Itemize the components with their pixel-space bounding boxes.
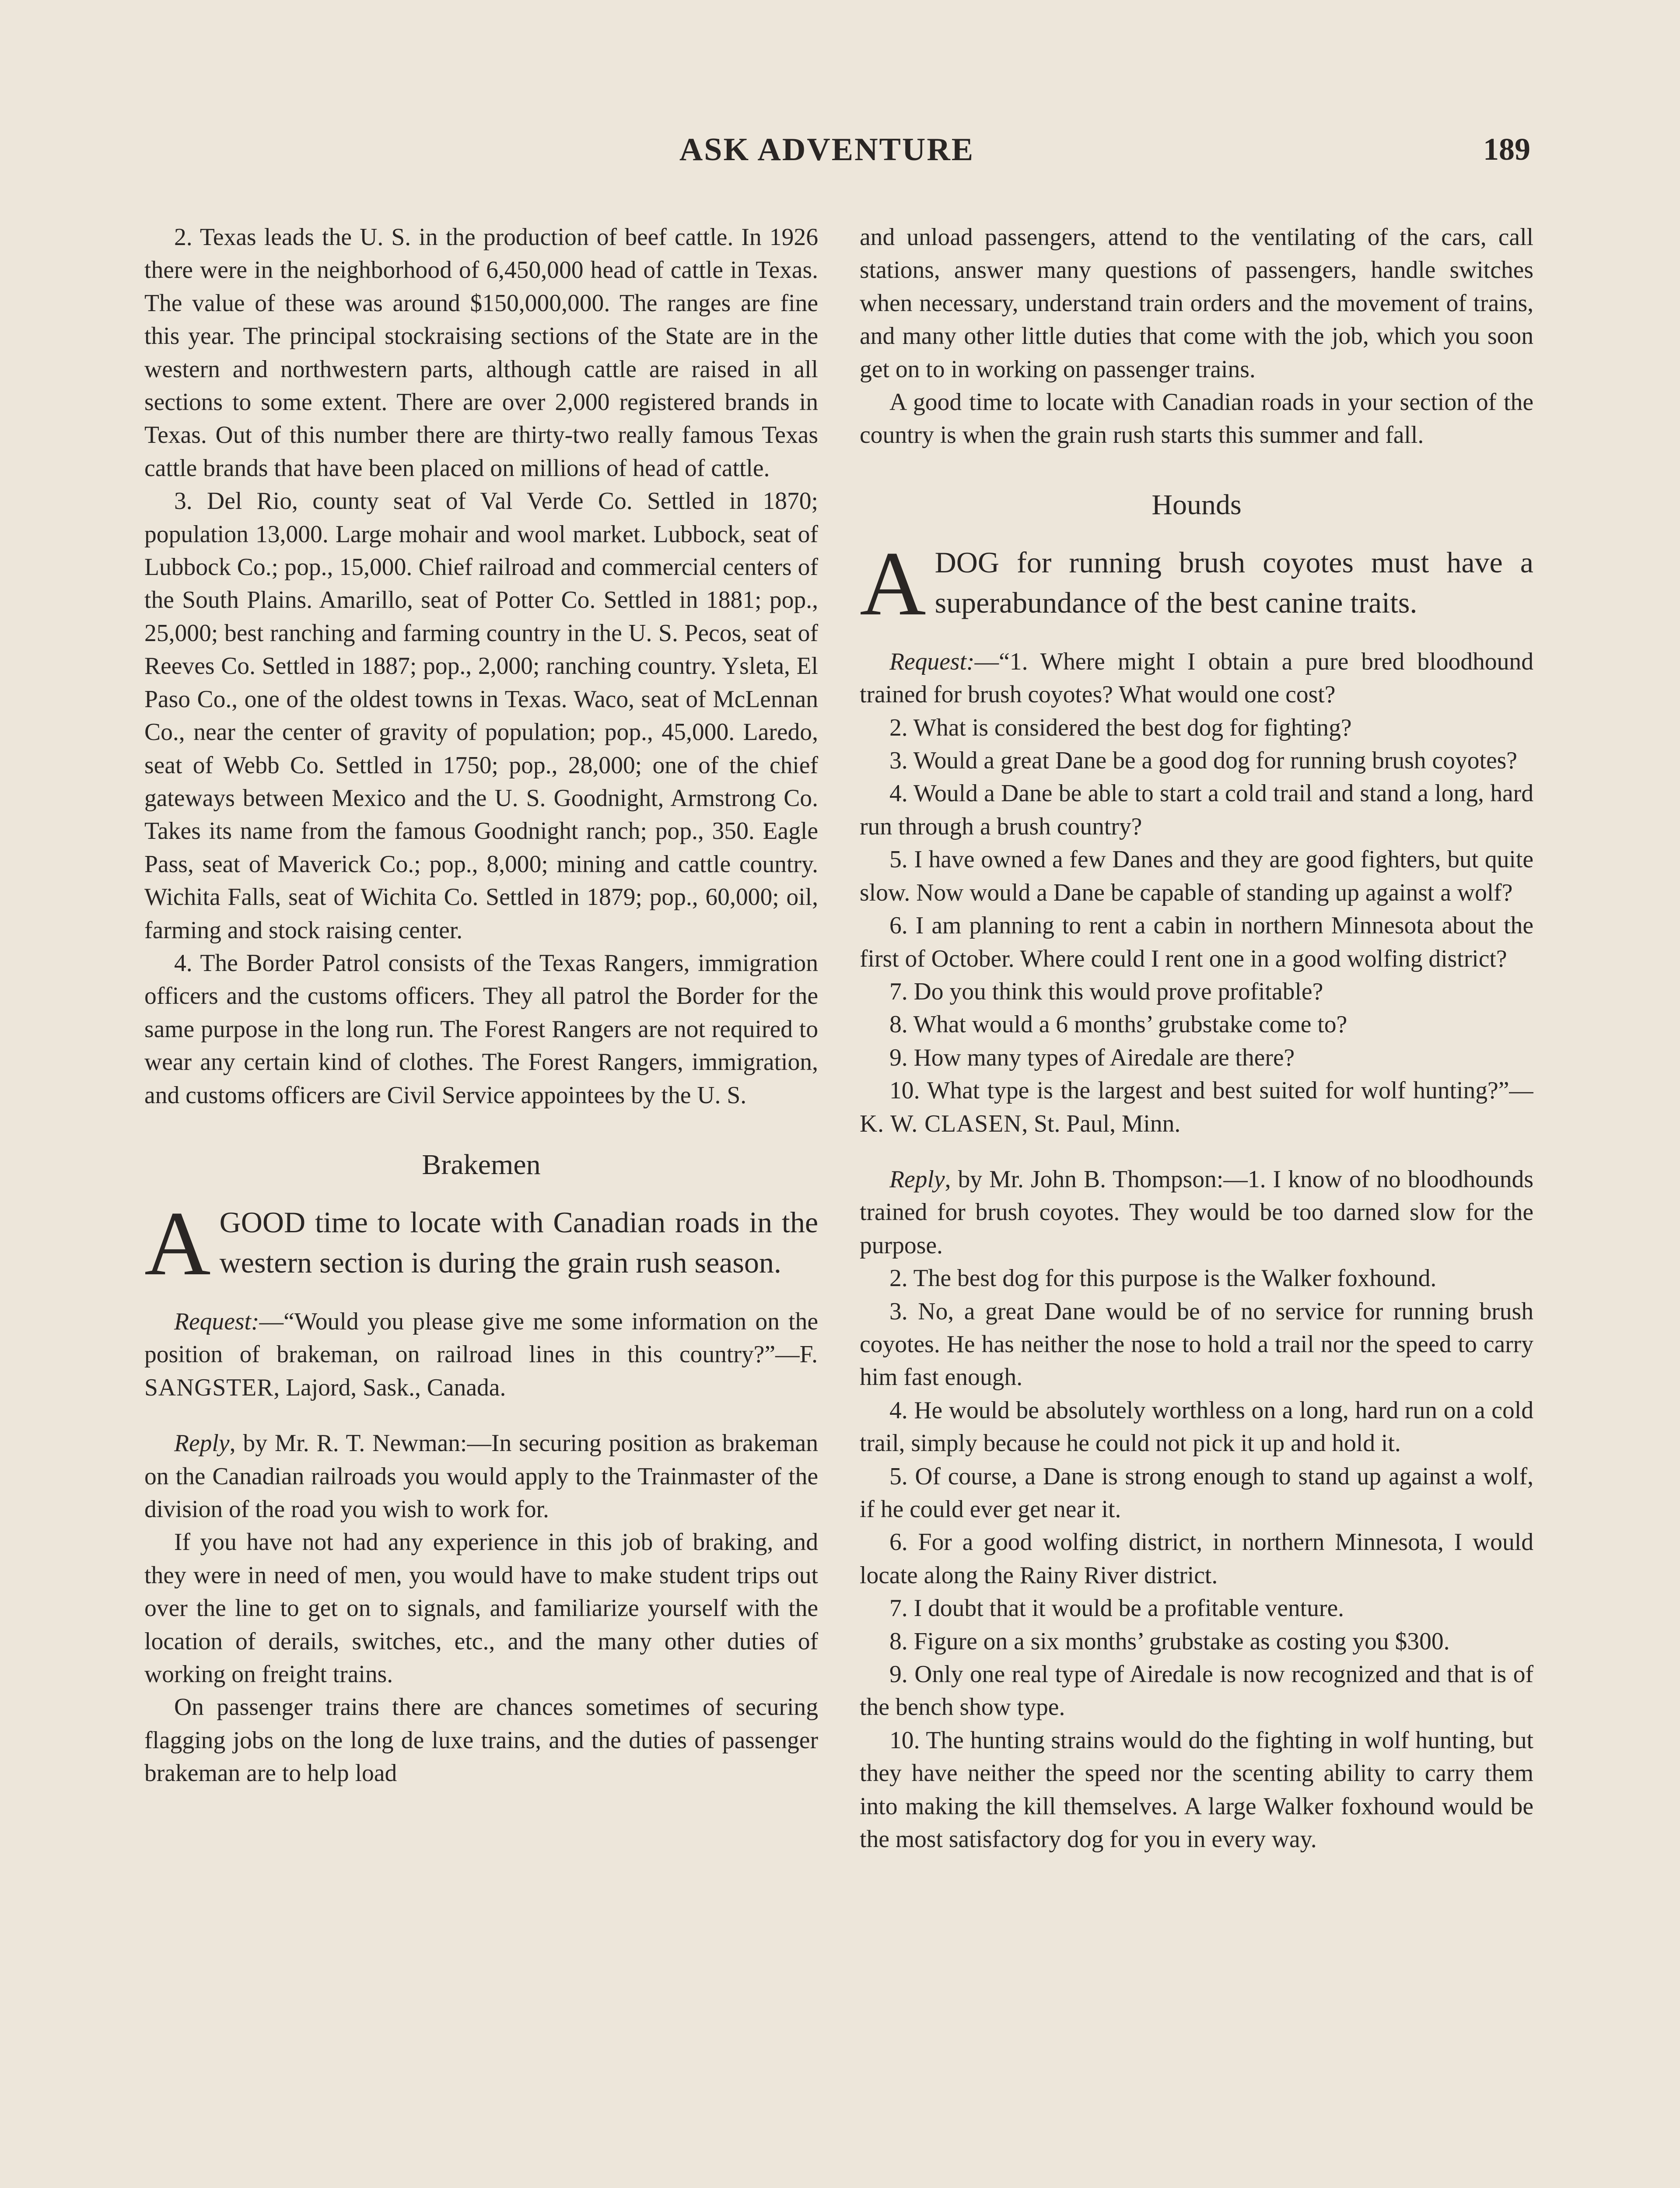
hounds-lead-text: DOG for running brush coyotes must have a superabundance of the best canine traits. [934, 545, 1533, 619]
request-question: 5. I have owned a few Danes and they are good fighters, but quite slow. Now would a Dane be capable of standing up against a wolf? [860, 846, 1533, 906]
request-question: 8. What would a 6 months’ grubstake come to? [889, 1011, 1348, 1038]
brakemen-dropcap: A [144, 1192, 211, 1294]
reply-answer: 10. The hunting strains would do the fighting in wolf hunting, but they have neither the speed nor the scenting ability to carry them into making the kill themselves. A large Walker foxhound would be the most satisfactory dog for you in every way. [860, 1726, 1533, 1853]
reply-answer: 7. I doubt that it would be a profitable venture. [889, 1595, 1344, 1622]
request-label: Request: [889, 648, 975, 675]
running-head [0, 131, 1680, 179]
request-question: 7. Do you think this would prove profitable? [889, 978, 1323, 1005]
hounds-heading: Hounds [1152, 488, 1242, 521]
reply-answer: 4. He would be absolutely worthless on a long, hard run on a cold trail, simply because he could not pick it up and hold it. [860, 1396, 1533, 1457]
reply-label: Reply [174, 1430, 230, 1457]
request-question-1: —“1. Where might I obtain a pure bred bloodhound trained for brush coyotes? What would one cost? [860, 648, 1533, 708]
request-location: , Lajord, Sask., Canada. [273, 1374, 506, 1401]
request-question: 2. What is considered the best dog for fighting? [889, 714, 1352, 741]
brakemen-paragraph: On passenger trains there are chances sometimes of securing flagging jobs on the long de luxe trains, and the duties of passenger brakeman are to help load [144, 1694, 818, 1787]
reply-answer: 2. The best dog for this purpose is the Walker foxhound. [889, 1265, 1437, 1292]
brakemen-lead [144, 1192, 818, 1294]
reply-label: Reply [889, 1165, 945, 1193]
reply-answer: 3. No, a great Dane would be of no service for running brush coyotes. He has neither the nose to hold a trail nor the speed to carry him fast enough. [860, 1297, 1533, 1391]
hounds-request [860, 645, 1533, 712]
texas-towns-paragraph: 3. Del Rio, county seat of Val Verde Co. Settled in 1870; population 13,000. Large mohair and wool market. Lubbock, seat of Lubbock Co.; pop., 15,000. Chief railroad and commercial centers of the South Plains. Amarillo, seat of Potter Co. Settled in 1881; pop., 25,000; best ranching and farming country in the U. S. Pecos, seat of Reeves Co. Settled in 1887; pop., 2,000; ranching country. Ysleta, El Paso Co., one of the oldest towns in Texas. Waco, seat of McLennan Co., near the center of gravity of population; pop., 45,000. Laredo, seat of Webb Co. Settled in 1750; pop., 28,000; one of the chief gateways between Mexico and the U. S. Goodnight, Armstrong Co. Takes its name from the famous Goodnight ranch; pop., 350. Eagle Pass, seat of Maverick Co.; pop., 8,000; mining and cattle country. Wichita Falls, seat of Wichita Co. Settled in 1879; pop., 60,000; oil, farming and stock raising center. [144, 487, 818, 944]
page-number: 189 [1483, 132, 1530, 167]
brakemen-lead-text: GOOD time to locate with Canadian roads in the western section is during the grain rush season. [219, 1205, 818, 1279]
brakemen-closing: A good time to locate with Canadian roads in your section of the country is when the grain rush starts this summer and fall. [860, 389, 1533, 449]
brakemen-continuation: and unload passengers, attend to the ventilating of the cars, call stations, answer many questions of passengers, handle switches when necessary, understand train orders and the movement of trains, and many other little duties that come with the job, which you soon get on to in working on passenger trains. [860, 224, 1533, 383]
request-question-last [860, 1074, 1533, 1140]
request-question: 6. I am planning to rent a cabin in northern Minnesota about the first of October. Where could I rent one in a good wolfing district? [860, 912, 1533, 972]
reply-answer-1: , by Mr. John B. Thompson:—1. I know of no bloodhounds trained for brush coyotes. They would be too darned slow for the purpose. [860, 1165, 1533, 1259]
hounds-reply [860, 1163, 1533, 1262]
request-question: 4. Would a Dane be able to start a cold trail and stand a long, hard run through a brush country? [860, 780, 1533, 840]
request-label: Request: [174, 1308, 259, 1335]
brakemen-paragraph: If you have not had any experience in this job of braking, and they were in need of men, you would have to make student trips out over the line to get on to signals, and familiarize yourself with the location of derails, switches, etc., and the many other duties of working on freight trains. [144, 1529, 818, 1688]
brakemen-request [144, 1305, 818, 1404]
left-column [144, 221, 818, 2188]
question-10: 10. What type is the largest and best suited for wolf hunting?”— [889, 1077, 1533, 1105]
reply-answer: 8. Figure on a six months’ grubstake as costing you $300. [889, 1627, 1450, 1655]
brakemen-reply [144, 1427, 818, 1526]
hounds-dropcap: A [860, 533, 926, 635]
texas-cattle-paragraph: 2. Texas leads the U. S. in the production of beef cattle. In 1926 there were in the neighborhood of 6,450,000 head of cattle in Texas. The value of these was around $150,000,000. The ranges are fine this year. The principal stockraising sections of the State are in the western and northwestern parts, although cattle are raised in all sections to some extent. There are over 2,000 registered brands in Texas. Out of this number there are thirty-two really famous Texas cattle brands that have been placed on millions of head of cattle. [144, 224, 818, 482]
reply-answer: 5. Of course, a Dane is strong enough to stand up against a wolf, if he could ever get near it. [860, 1462, 1533, 1523]
request-signature: F. SANGSTER [144, 1341, 818, 1401]
brakemen-heading: Brakemen [422, 1148, 541, 1181]
reply-text: , by Mr. R. T. Newman:—In securing position as brakeman on the Canadian railroads you would apply to the Trainmaster of the division of the road you wish to work for. [144, 1430, 818, 1523]
running-title: ASK ADVENTURE [679, 132, 975, 168]
request-question: 3. Would a great Dane be a good dog for running brush coyotes? [889, 747, 1517, 775]
request-question: 9. How many types of Airedale are there? [889, 1044, 1295, 1071]
border-patrol-paragraph: 4. The Border Patrol consists of the Texas Rangers, immigration officers and the customs officers. They all patrol the Border for the same purpose in the long run. The Forest Rangers are not required to wear any certain kind of clothes. The Forest Rangers, immigration, and customs officers are Civil Service appointees by the U. S. [144, 949, 818, 1109]
request-text: —“Would you please give me some information on the position of brakeman, on railroad lines in this country?”— [144, 1308, 818, 1368]
request-location: , St. Paul, Minn. [1022, 1110, 1181, 1137]
hounds-lead [860, 533, 1533, 635]
reply-answer: 9. Only one real type of Airedale is now recognized and that is of the bench show type. [860, 1661, 1533, 1721]
right-column [860, 221, 1533, 2188]
request-signature: K. W. CLASEN [860, 1110, 1022, 1137]
reply-answer: 6. For a good wolfing district, in northern Minnesota, I would locate along the Rainy River district. [860, 1529, 1533, 1589]
